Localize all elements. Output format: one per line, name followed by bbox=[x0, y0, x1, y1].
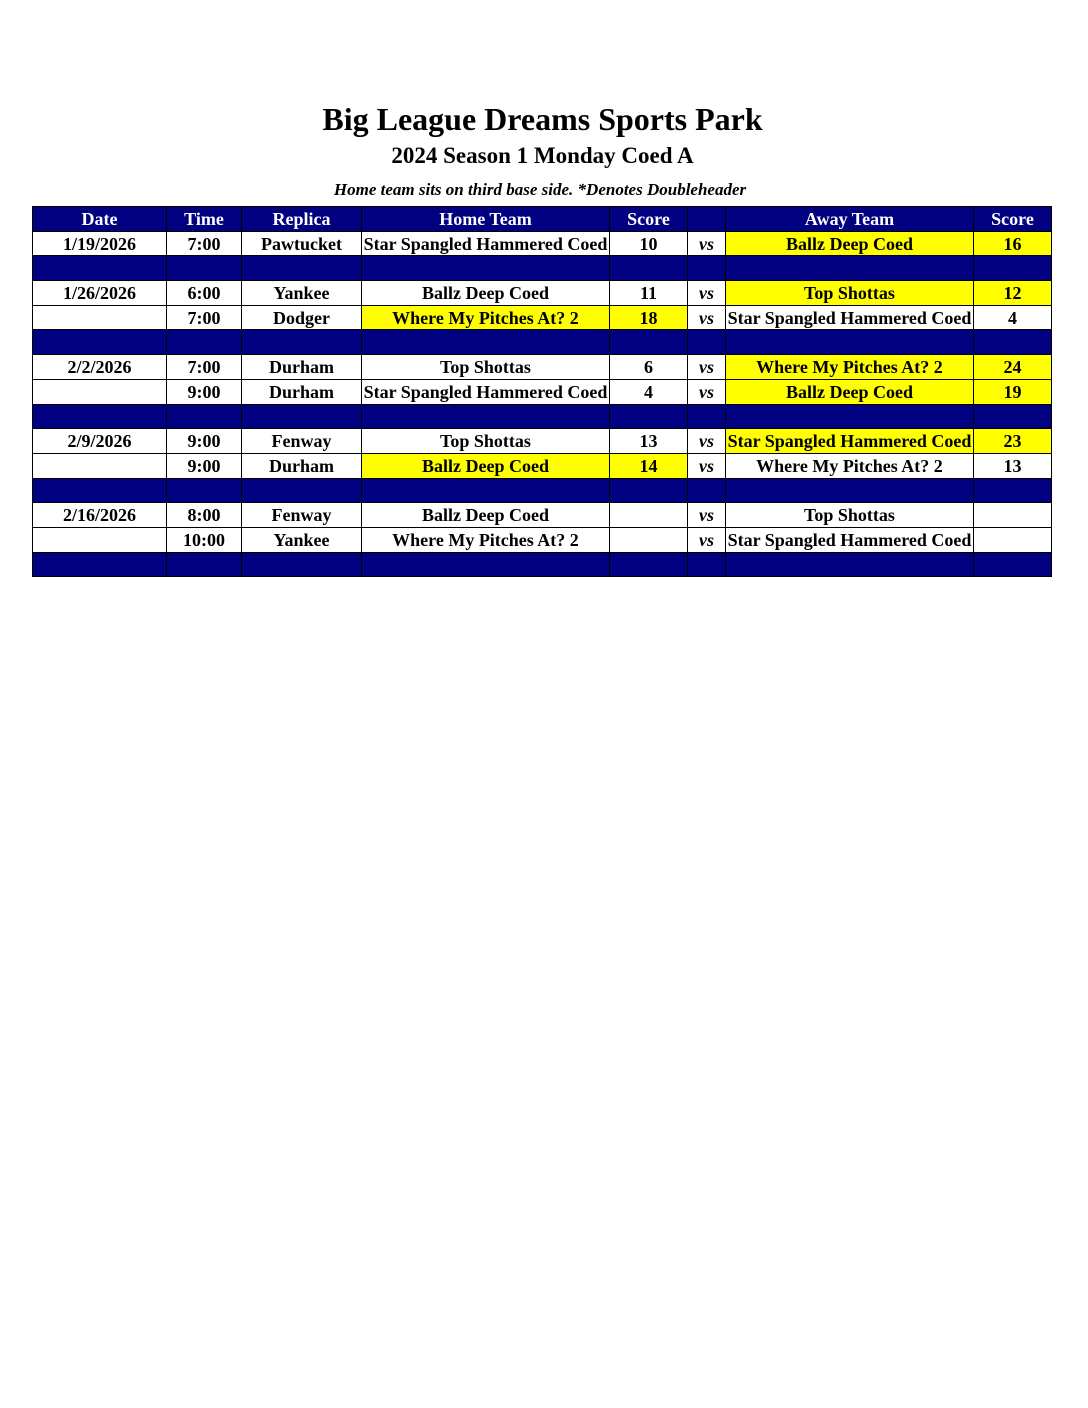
date-cell: 2/2/2026 bbox=[33, 355, 167, 380]
time-cell: 7:00 bbox=[167, 355, 242, 380]
spacer-cell bbox=[167, 552, 242, 577]
spacer-row bbox=[33, 478, 1052, 503]
away-team-cell: Ballz Deep Coed bbox=[726, 379, 974, 404]
vs-cell: vs bbox=[688, 379, 726, 404]
header-row bbox=[33, 207, 1052, 232]
spacer-cell bbox=[688, 478, 726, 503]
spacer-cell bbox=[688, 256, 726, 281]
replica-cell: Pawtucket bbox=[242, 231, 362, 256]
date-cell bbox=[33, 453, 167, 478]
table-row bbox=[33, 453, 1052, 478]
spacer-cell bbox=[726, 552, 974, 577]
away-team-cell: Star Spangled Hammered Coed bbox=[726, 305, 974, 330]
away-team-cell: Where My Pitches At? 2 bbox=[726, 355, 974, 380]
vs-cell: vs bbox=[688, 305, 726, 330]
vs-cell: vs bbox=[688, 231, 726, 256]
spacer-cell bbox=[242, 256, 362, 281]
time-cell: 8:00 bbox=[167, 503, 242, 528]
away-score-cell: 16 bbox=[974, 231, 1052, 256]
time-cell: 6:00 bbox=[167, 281, 242, 306]
table-row bbox=[33, 429, 1052, 454]
spacer-cell bbox=[33, 330, 167, 355]
col-header-away-team: Away Team bbox=[726, 207, 974, 232]
home-score-cell: 11 bbox=[610, 281, 688, 306]
table-row bbox=[33, 231, 1052, 256]
table-row bbox=[33, 379, 1052, 404]
time-cell: 7:00 bbox=[167, 231, 242, 256]
time-cell: 9:00 bbox=[167, 429, 242, 454]
spacer-cell bbox=[242, 330, 362, 355]
spacer-cell bbox=[362, 330, 610, 355]
spacer-cell bbox=[688, 404, 726, 429]
table-header bbox=[33, 207, 1052, 232]
spacer-cell bbox=[610, 552, 688, 577]
page-subtitle: 2024 Season 1 Monday Coed A bbox=[391, 143, 694, 168]
time-cell: 9:00 bbox=[167, 379, 242, 404]
home-team-cell: Ballz Deep Coed bbox=[362, 281, 610, 306]
away-team-cell: Top Shottas bbox=[726, 281, 974, 306]
spacer-cell bbox=[726, 478, 974, 503]
date-cell: 1/19/2026 bbox=[33, 231, 167, 256]
away-score-cell: 4 bbox=[974, 305, 1052, 330]
page-title: Big League Dreams Sports Park bbox=[322, 101, 763, 137]
spacer-cell bbox=[362, 552, 610, 577]
home-team-cell: Star Spangled Hammered Coed bbox=[362, 379, 610, 404]
replica-cell: Dodger bbox=[242, 305, 362, 330]
spacer-cell bbox=[688, 330, 726, 355]
home-team-cell: Where My Pitches At? 2 bbox=[362, 305, 610, 330]
away-team-cell: Ballz Deep Coed bbox=[726, 231, 974, 256]
spacer-cell bbox=[974, 478, 1052, 503]
spacer-cell bbox=[610, 256, 688, 281]
col-header-time: Time bbox=[167, 207, 242, 232]
away-team-cell: Star Spangled Hammered Coed bbox=[726, 527, 974, 552]
spacer-cell bbox=[167, 478, 242, 503]
table-row bbox=[33, 503, 1052, 528]
home-team-cell: Star Spangled Hammered Coed bbox=[362, 231, 610, 256]
vs-cell: vs bbox=[688, 429, 726, 454]
spacer-cell bbox=[362, 478, 610, 503]
spacer-cell bbox=[610, 330, 688, 355]
table-row bbox=[33, 355, 1052, 380]
spacer-row bbox=[33, 330, 1052, 355]
away-score-cell: 24 bbox=[974, 355, 1052, 380]
home-team-cell: Top Shottas bbox=[362, 429, 610, 454]
away-score-cell bbox=[974, 503, 1052, 528]
spacer-cell bbox=[974, 256, 1052, 281]
replica-cell: Durham bbox=[242, 453, 362, 478]
away-score-cell: 19 bbox=[974, 379, 1052, 404]
away-score-cell: 13 bbox=[974, 453, 1052, 478]
home-score-cell: 13 bbox=[610, 429, 688, 454]
away-score-cell bbox=[974, 527, 1052, 552]
spacer-cell bbox=[726, 330, 974, 355]
away-score-cell: 12 bbox=[974, 281, 1052, 306]
vs-cell: vs bbox=[688, 503, 726, 528]
spacer-cell bbox=[33, 256, 167, 281]
home-score-cell: 18 bbox=[610, 305, 688, 330]
replica-cell: Fenway bbox=[242, 429, 362, 454]
table-row bbox=[33, 527, 1052, 552]
vs-cell: vs bbox=[688, 281, 726, 306]
col-header-home-score: Score bbox=[610, 207, 688, 232]
spacer-cell bbox=[610, 478, 688, 503]
home-score-cell: 14 bbox=[610, 453, 688, 478]
date-cell: 1/26/2026 bbox=[33, 281, 167, 306]
spacer-cell bbox=[242, 404, 362, 429]
time-cell: 7:00 bbox=[167, 305, 242, 330]
spacer-cell bbox=[167, 330, 242, 355]
col-header-away-score: Score bbox=[974, 207, 1052, 232]
spacer-cell bbox=[167, 256, 242, 281]
spacer-cell bbox=[974, 552, 1052, 577]
spacer-cell bbox=[167, 404, 242, 429]
replica-cell: Fenway bbox=[242, 503, 362, 528]
date-cell bbox=[33, 379, 167, 404]
time-cell: 10:00 bbox=[167, 527, 242, 552]
spacer-cell bbox=[362, 256, 610, 281]
col-header-home-team: Home Team bbox=[362, 207, 610, 232]
spacer-row bbox=[33, 552, 1052, 577]
away-team-cell: Star Spangled Hammered Coed bbox=[726, 429, 974, 454]
date-cell bbox=[33, 305, 167, 330]
spacer-cell bbox=[974, 330, 1052, 355]
home-score-cell: 6 bbox=[610, 355, 688, 380]
home-score-cell bbox=[610, 527, 688, 552]
vs-cell: vs bbox=[688, 355, 726, 380]
table-row bbox=[33, 281, 1052, 306]
spacer-cell bbox=[726, 256, 974, 281]
home-team-cell: Ballz Deep Coed bbox=[362, 453, 610, 478]
date-cell bbox=[33, 527, 167, 552]
date-cell: 2/9/2026 bbox=[33, 429, 167, 454]
home-team-cell: Top Shottas bbox=[362, 355, 610, 380]
vs-cell: vs bbox=[688, 527, 726, 552]
away-team-cell: Top Shottas bbox=[726, 503, 974, 528]
spacer-cell bbox=[688, 552, 726, 577]
replica-cell: Durham bbox=[242, 379, 362, 404]
time-cell: 9:00 bbox=[167, 453, 242, 478]
home-team-cell: Where My Pitches At? 2 bbox=[362, 527, 610, 552]
col-header-date: Date bbox=[33, 207, 167, 232]
home-team-cell: Ballz Deep Coed bbox=[362, 503, 610, 528]
table-body bbox=[33, 231, 1052, 577]
replica-cell: Yankee bbox=[242, 527, 362, 552]
away-score-cell: 23 bbox=[974, 429, 1052, 454]
spacer-row bbox=[33, 256, 1052, 281]
col-header-replica: Replica bbox=[242, 207, 362, 232]
away-team-cell: Where My Pitches At? 2 bbox=[726, 453, 974, 478]
schedule-table bbox=[32, 206, 1052, 577]
replica-cell: Yankee bbox=[242, 281, 362, 306]
spacer-cell bbox=[362, 404, 610, 429]
schedule-note: Home team sits on third base side. *Denotes Doubleheader bbox=[333, 180, 747, 199]
home-score-cell bbox=[610, 503, 688, 528]
col-header-vs bbox=[688, 207, 726, 232]
home-score-cell: 10 bbox=[610, 231, 688, 256]
table-row bbox=[33, 305, 1052, 330]
spacer-cell bbox=[726, 404, 974, 429]
spacer-cell bbox=[33, 404, 167, 429]
date-cell: 2/16/2026 bbox=[33, 503, 167, 528]
home-score-cell: 4 bbox=[610, 379, 688, 404]
vs-cell: vs bbox=[688, 453, 726, 478]
spacer-row bbox=[33, 404, 1052, 429]
spacer-cell bbox=[242, 478, 362, 503]
spacer-cell bbox=[33, 478, 167, 503]
spacer-cell bbox=[33, 552, 167, 577]
spacer-cell bbox=[974, 404, 1052, 429]
replica-cell: Durham bbox=[242, 355, 362, 380]
spacer-cell bbox=[242, 552, 362, 577]
spacer-cell bbox=[610, 404, 688, 429]
